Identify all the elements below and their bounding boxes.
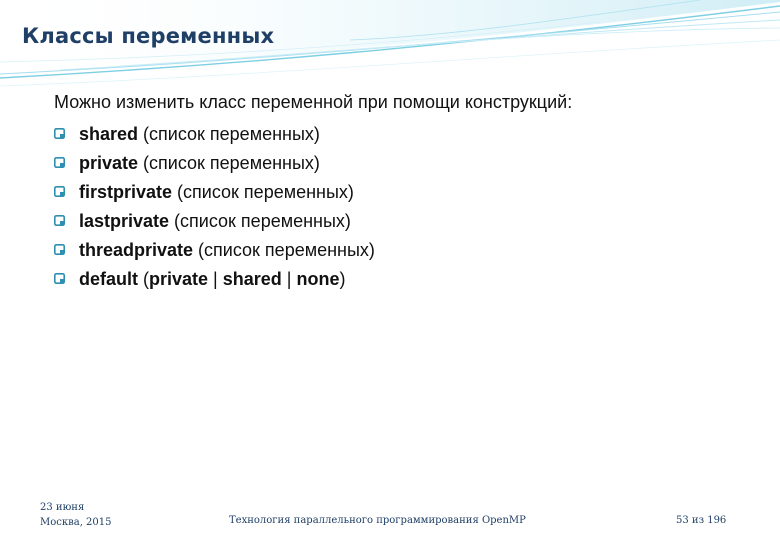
item-keyword: lastprivate <box>79 211 170 231</box>
list-item-default <box>54 265 754 294</box>
checkbox-square-bullet-icon <box>54 273 65 284</box>
slide-content <box>54 90 754 294</box>
construct-list <box>54 120 754 294</box>
option-private: private <box>149 269 209 289</box>
item-keyword: threadprivate <box>79 240 194 260</box>
item-keyword: shared <box>79 124 139 144</box>
item-rest: (список переменных) <box>193 240 375 260</box>
checkbox-square-bullet-icon <box>54 244 65 255</box>
list-item <box>54 207 754 236</box>
checkbox-square-bullet-icon <box>54 215 65 226</box>
item-keyword: private <box>79 153 139 173</box>
item-rest: (список переменных) <box>138 124 320 144</box>
item-open-paren: ( <box>138 269 150 289</box>
item-rest: (список переменных) <box>138 153 320 173</box>
footer-date: 23 июня <box>40 502 85 513</box>
option-shared: shared <box>222 269 282 289</box>
item-rest: (список переменных) <box>172 182 354 202</box>
option-separator: | <box>208 269 223 289</box>
footer-course-title: Технология параллельного программирования OpenMP <box>229 515 526 526</box>
checkbox-square-bullet-icon <box>54 186 65 197</box>
item-keyword: firstprivate <box>79 182 173 202</box>
slide-title: Классы переменных <box>22 24 275 48</box>
item-close-paren: ) <box>339 269 346 289</box>
list-item <box>54 149 754 178</box>
list-item <box>54 120 754 149</box>
footer-place: Москва, 2015 <box>40 517 112 528</box>
footer-date-place <box>40 500 112 530</box>
footer-page-number: 53 из 196 <box>676 515 727 526</box>
checkbox-square-bullet-icon <box>54 128 65 139</box>
list-item <box>54 236 754 265</box>
checkbox-square-bullet-icon <box>54 157 65 168</box>
item-rest: (список переменных) <box>169 211 351 231</box>
item-keyword: default <box>79 269 139 289</box>
option-separator: | <box>281 269 297 289</box>
intro-text: Можно изменить класс переменной при помощи конструкций: <box>54 92 573 112</box>
option-none: none <box>296 269 340 289</box>
list-item <box>54 178 754 207</box>
